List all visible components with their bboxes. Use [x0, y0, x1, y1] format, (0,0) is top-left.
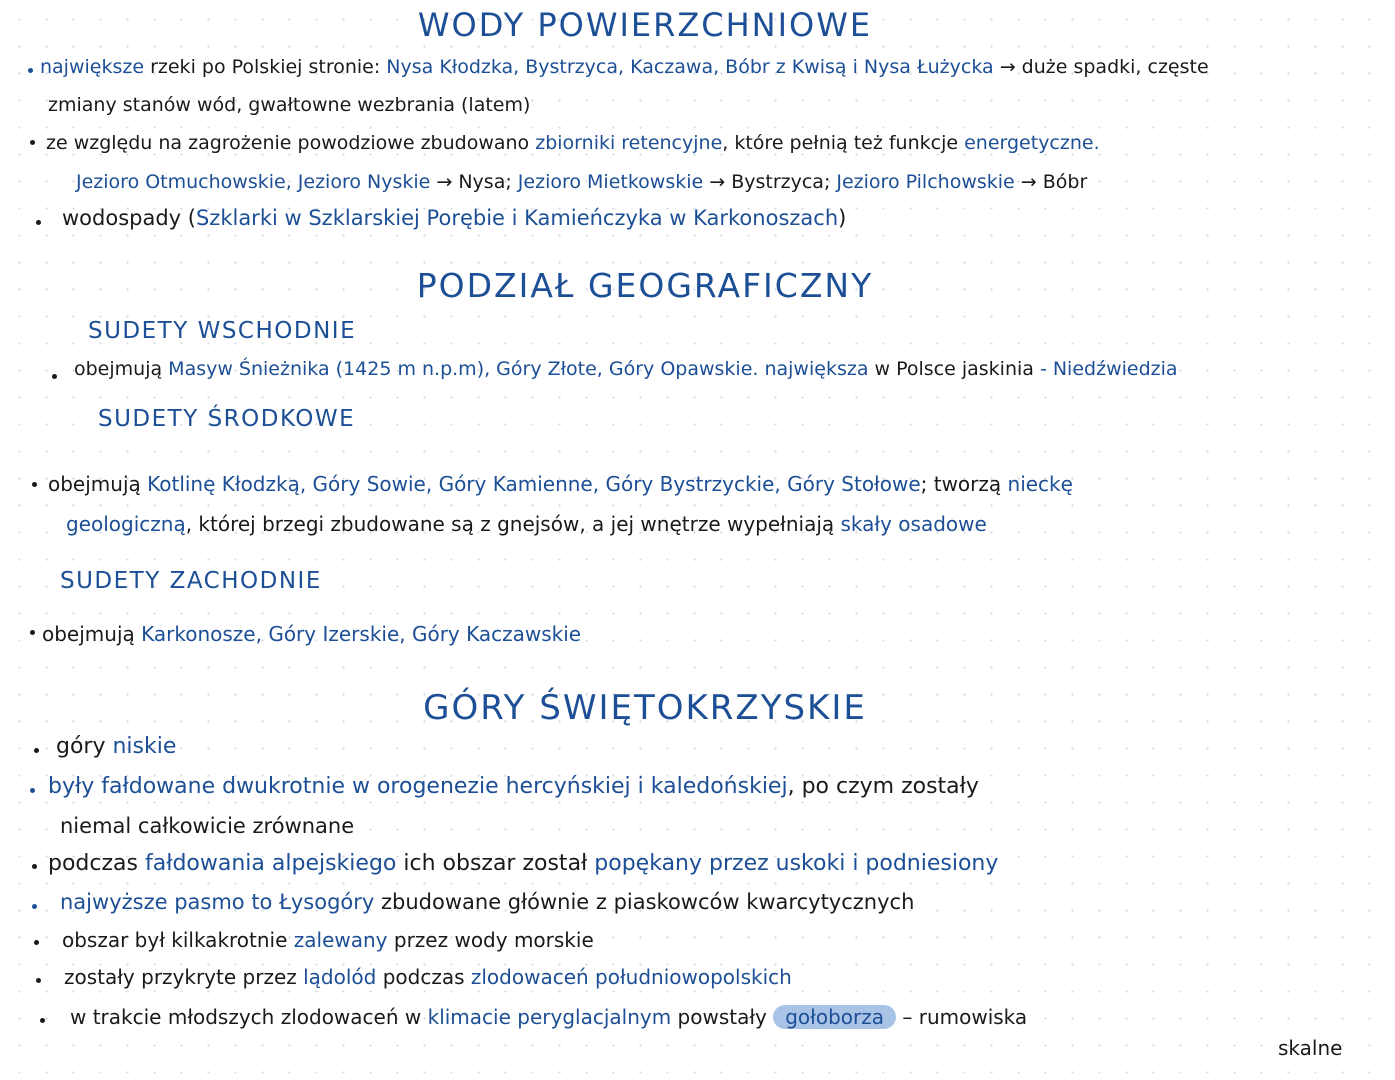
line-gory-1 — [56, 734, 176, 759]
text: wodospady ( — [62, 206, 196, 230]
line-wschodnie-1 — [74, 358, 1178, 380]
text: góry — [56, 734, 113, 759]
text-blue: najwyższe pasmo to Łysogóry — [60, 890, 375, 914]
bullet — [30, 140, 35, 145]
text-blue: geologiczną — [66, 512, 186, 536]
text-blue: zalewany — [293, 928, 388, 952]
subheading-sudety-wschodnie: SUDETY WSCHODNIE — [88, 318, 357, 344]
text: zostały przykryte przez — [64, 965, 304, 989]
bullet — [40, 1018, 45, 1023]
bullet — [52, 374, 57, 379]
text: → duże spadki, częste — [993, 56, 1209, 78]
heading-wody-powierzchniowe: WODY POWIERZCHNIOWE — [417, 6, 873, 44]
text-blue: niskie — [112, 734, 177, 759]
text: → Bóbr — [1014, 171, 1088, 193]
text: w trakcie młodszych zlodowaceń w — [70, 1005, 428, 1029]
bullet — [32, 864, 37, 869]
line-gory-5 — [60, 890, 914, 914]
text-blue: lądolód — [303, 965, 377, 989]
text: powstały — [671, 1005, 774, 1029]
text: obejmują — [74, 358, 169, 380]
text-blue: Jezioro Pilchowskie — [836, 171, 1015, 193]
text: obejmują — [42, 622, 142, 646]
text: niemal całkowicie zrównane — [60, 814, 355, 838]
text-blue: były fałdowane dwukrotnie w orogenezie hercyńskiej i kaledońskiej — [48, 774, 788, 799]
line-gory-7 — [64, 965, 792, 989]
line-gory-4 — [48, 851, 998, 876]
heading-gory-swietokrzyskie: GÓRY ŚWIĘTOKRZYSKIE — [423, 688, 867, 728]
text: zbudowane głównie z piaskowców kwarcytycznych — [374, 890, 915, 914]
bullet — [34, 748, 39, 753]
bullet — [36, 978, 41, 983]
text-blue: Karkonosze, Góry Izerskie, Góry Kaczawskie — [141, 622, 582, 646]
line-gory-8 — [70, 1005, 1027, 1029]
line-wody-2 — [48, 94, 530, 116]
text: , po czym zostały — [787, 774, 979, 799]
text: , której brzegi zbudowane są z gnejsów, a jej wnętrze wypełniają — [185, 512, 841, 536]
text: rzeki po Polskiej stronie: — [144, 56, 387, 78]
line-wody-4 — [76, 171, 1087, 193]
text: ; tworzą — [920, 472, 1008, 496]
line-wody-5 — [62, 206, 846, 230]
text-blue: Jezioro Mietkowskie — [517, 171, 704, 193]
line-gory-2 — [48, 774, 979, 799]
text: ze względu na zagrożenie powodziowe zbudowano — [46, 132, 536, 154]
line-srodkowe-2 — [66, 512, 987, 536]
line-gory-3 — [60, 814, 354, 838]
bullet — [36, 220, 41, 225]
text: skalne — [1278, 1036, 1343, 1060]
text: obszar był kilkakrotnie — [62, 928, 294, 952]
heading-podzial-geograficzny: PODZIAŁ GEOGRAFICZNY — [416, 266, 874, 305]
text-blue: nieckę — [1007, 472, 1073, 496]
subheading-sudety-zachodnie: SUDETY ZACHODNIE — [60, 568, 322, 594]
text-blue: zbiorniki retencyjne — [535, 132, 723, 154]
text: ) — [838, 206, 847, 230]
bullet — [32, 482, 37, 487]
text-blue: fałdowania alpejskiego — [144, 851, 397, 876]
text-blue: Szklarki w Szklarskiej Porębie i Kamieńczyka w Karkonoszach — [195, 206, 839, 230]
text: podczas — [48, 851, 145, 876]
text: → Nysa; — [430, 171, 518, 193]
line-gory-6 — [62, 928, 594, 952]
bullet — [32, 904, 37, 909]
bullet — [28, 68, 33, 73]
text: obejmują — [48, 472, 148, 496]
bullet — [30, 788, 35, 793]
line-gory-9 — [1278, 1036, 1342, 1060]
text-blue: Kotlinę Kłodzką, Góry Sowie, Góry Kamienne, Góry Bystrzyckie, Góry Stołowe — [147, 472, 921, 496]
text-blue: - Niedźwiedzia — [1039, 358, 1178, 380]
text-blue: klimacie peryglacjalnym — [427, 1005, 672, 1029]
bullet — [30, 630, 35, 635]
text: , które pełnią też funkcje — [722, 132, 965, 154]
text: – rumowiska — [896, 1005, 1028, 1029]
text-blue: Masyw Śnieżnika (1425 m n.p.m), Góry Złote, Góry Opawskie. największa — [168, 358, 869, 380]
highlighted-term: gołoborza — [773, 1005, 896, 1029]
text-blue: Nysa Kłodzka, Bystrzyca, Kaczawa, Bóbr z Kwisą i Nysa Łużycka — [386, 56, 994, 78]
text: przez wody morskie — [387, 928, 594, 952]
text: w Polsce jaskinia — [868, 358, 1040, 380]
text-blue: Jezioro Otmuchowskie, Jezioro Nyskie — [76, 171, 431, 193]
text-blue: zlodowaceń południowopolskich — [470, 965, 792, 989]
text-blue: największe — [40, 56, 145, 78]
bullet — [34, 940, 39, 945]
line-wody-3 — [46, 132, 1100, 154]
line-zachodnie-1 — [42, 622, 581, 646]
text: zmiany stanów wód, gwałtowne wezbrania (latem) — [48, 94, 531, 116]
line-srodkowe-1 — [48, 472, 1073, 496]
subheading-sudety-srodkowe: SUDETY ŚRODKOWE — [98, 406, 356, 432]
text-blue: skały osadowe — [840, 512, 987, 536]
text: podczas — [376, 965, 471, 989]
text: → Bystrzyca; — [703, 171, 837, 193]
text-blue: energetyczne. — [964, 132, 1100, 154]
line-wody-1 — [40, 56, 1209, 78]
text: ich obszar został — [396, 851, 595, 876]
text-blue: popękany przez uskoki i podniesiony — [594, 851, 999, 876]
